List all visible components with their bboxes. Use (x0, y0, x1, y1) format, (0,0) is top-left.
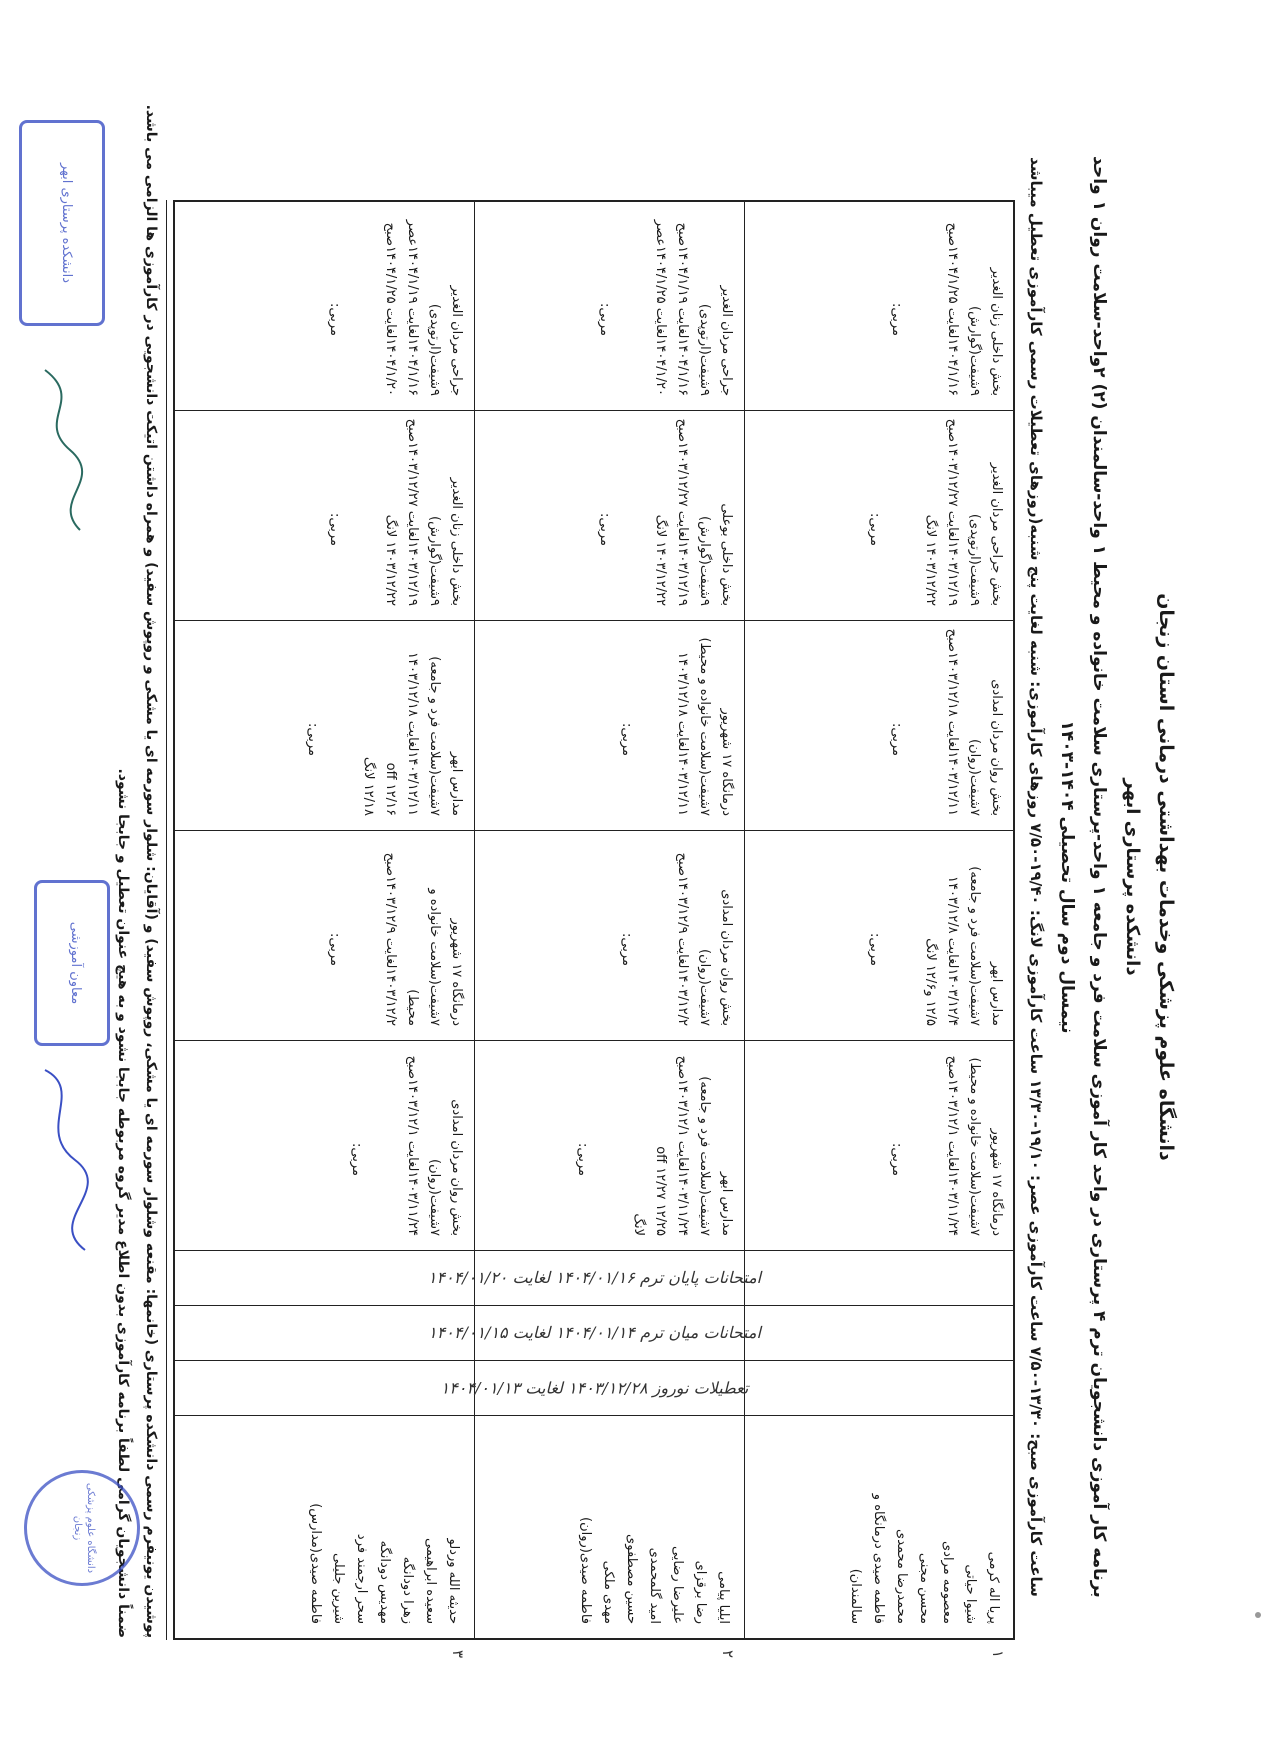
signature-left (25, 360, 95, 540)
student-name: مهدیس دودانگه (377, 1540, 392, 1624)
coach-label: مربی: (889, 1143, 904, 1176)
student-name: ایلیا پیامی (716, 1571, 731, 1624)
coach-label: مربی: (305, 723, 320, 756)
band-midterm-exams-text: امتحانات میان ترم ۱۴۰۴/۰۱/۱۴ لغایت ۱۴۰۴/۰۱/۱۵ (428, 1323, 762, 1342)
student-name: فاطمه صیدی(روان) (578, 1517, 593, 1624)
cell-dates: ۱۴۰۳/۱۲/۲لغایت ۱۴۰۳/۱۲/۹صبح (675, 852, 690, 1026)
schedule-cell (175, 620, 475, 830)
cell-ward: بخش روان مردان امدادی (449, 1099, 464, 1236)
cell-dates: ۱۴۰۳/۱۲/۲لغایت ۱۴۰۳/۱۲/۹صبح (383, 852, 398, 1026)
university-seal-text: دانشگاه علوم پزشکی زنجان (72, 1482, 96, 1574)
schedule-cell (475, 830, 745, 1040)
cell-extra: ۱۴۰۴/۱/۲۰لغایت ۱۴۰۴/۱/۲۵عصر (653, 219, 668, 396)
cell-shifts: ۷شیفت(سلامت خانواده و محیط) (967, 1057, 982, 1236)
student-name: سعیده ابراهیمی (423, 1538, 438, 1624)
cell-extra: ۱۴۰۳/۱۲/۲۲ لانگ (383, 514, 398, 606)
cell-ward: بخش داخلی زنان الغدیر (449, 477, 464, 606)
cell-extra: ۱۲/۱۸ لانگ (361, 756, 376, 816)
band-final-exams-text: امتحانات پایان ترم ۱۴۰۴/۰۱/۱۶ لغایت ۱۴۰۴/۰۱/۲۰ (428, 1267, 762, 1287)
band-nowruz-holiday-text: تعطیلات نوروز ۱۴۰۳/۱۲/۲۸ لغایت ۱۴۰۴/۰۱/۱۳ (441, 1378, 749, 1397)
cell-dates: ۱۴۰۴/۱/۱۶لغایت ۱۴۰۴/۱/۲۵صبح (945, 222, 960, 396)
group-number: ۱ (989, 1650, 1007, 1659)
student-name: مهدی ملکی (601, 1560, 616, 1624)
band-final-exams (175, 1250, 1015, 1305)
cell-extra: لانگ (631, 1213, 646, 1236)
cell-dates: ۱۴۰۳/۱۲/۴لغایت ۱۴۰۳/۱۲/۸ (945, 876, 960, 1026)
coach-label: مربی: (575, 1143, 590, 1176)
cell-shifts: ۷شیفت(سلامت خانواده و (427, 888, 442, 1026)
student-name: علیرضا رضایی (670, 1545, 685, 1624)
coach-label: مربی: (327, 933, 342, 966)
cell-ward: بخش جراحی مردان الغدیر (989, 462, 1004, 606)
coach-label: مربی: (619, 933, 634, 966)
cell-dates: ۱۴۰۳/۱۲/۱۱لغایت ۱۴۰۳/۱۲/۱۸ (405, 652, 420, 816)
cell-ward: مدارس ابهر (449, 751, 464, 816)
cell-dates: ۱۴۰۳/۱۱/۲۴لغایت ۱۴۰۳/۱۲/۱صبح (945, 1055, 960, 1236)
faculty-title: دانشکده پرستاری ابهر (1122, 778, 1143, 976)
student-name: حسین مصطفوی (624, 1534, 639, 1624)
schedule-cell (745, 620, 1015, 830)
cell-shifts: ۹شیفت(ارتوپدی) (967, 513, 982, 606)
coach-label: مربی: (349, 1143, 364, 1176)
cell-ward: بخش روان مردان امدادی (989, 679, 1004, 816)
schedule-cell (475, 620, 745, 830)
schedule-cell (175, 1040, 475, 1250)
cell-extra: ۱۲/۵ و۱۲/۶ لانگ (923, 938, 938, 1026)
schedule-note: ضمناً دانشجویان گرامی لطفاً برنامه کارآموزی بدون اطلاع مدیر گروه مربوطه جابجا نشود و به هیچ عنوان تعطیل و جابجا نشود. (115, 768, 131, 1638)
student-name: محسن مجنی (917, 1552, 932, 1624)
student-name: سالمندان) (848, 1568, 863, 1624)
program-title: برنامه کار آموزی دانشجویان ترم ۴ پرستاری در واحد کار آموزی سلامت فرد و جامعه ۱ واحد-پرستاری سلامت خانواده و محیط ۱ واحد-سالمندان (۲) ۲واحد-سلامت روان ۱ واحد (1089, 156, 1109, 1598)
coach-label: مربی: (889, 723, 904, 756)
group-number: ۳ (449, 1650, 467, 1659)
faculty-stamp (19, 120, 105, 326)
cell-ward: بخش روان مردان امدادی (719, 889, 734, 1026)
semester-title: نیمسال دوم سال تحصیلی ۱۴۰۴-۱۴۰۳ (1057, 720, 1077, 1034)
hours-line: ساعت کارآموزی صبح: ۱۳/۳۰-۷/۵۰ ساعت کارآموزی عصر: ۱۹/۱۰-۱۳/۳۰ ساعت کارآموزی لانگ: ۱۹/۴۰-۷/۵۰ روزهای کارآموزی: شنبه لغایت پنج شنبه(روزهای تعطیلات رسمی کارآموزی تعطیل میباشد (1027, 157, 1045, 1597)
cell-dates: ۱۴۰۳/۱۲/۱۱لغایت ۱۴۰۳/۱۲/۱۸ (675, 652, 690, 816)
schedule-cell (745, 1040, 1015, 1250)
band-midterm-exams (175, 1305, 1015, 1360)
schedule-cell (175, 200, 475, 410)
cell-dates: ۱۴۰۳/۱۱/۲۴لغایت ۱۴۰۳/۱۲/۱صبح (675, 1055, 690, 1236)
schedule-cell (475, 410, 745, 620)
cell-dates: ۱۴۰۳/۱۲/۱۱لغایت ۱۴۰۳/۱۲/۱۸صبح (945, 628, 960, 816)
dean-stamp (34, 880, 110, 1046)
student-name: فاطمه صیدی درمانگاه و (871, 1493, 886, 1624)
group-students (475, 1415, 745, 1638)
cell-ward: جراحی مردان الغدیر (719, 285, 734, 396)
cell-shifts: ۹شیفت(گوارش) (967, 306, 982, 396)
coach-label: مربی: (597, 303, 612, 336)
cell-shifts: ۷شیفت(سلامت خانواده و محیط) (697, 637, 712, 816)
coach-label: مربی: (327, 513, 342, 546)
cell-dates: ۱۴۰۳/۱۲/۱۹لغایت ۱۴۰۳/۱۲/۲۷صبح (405, 418, 420, 606)
student-name: رضا برقزای (693, 1560, 708, 1624)
cell-extra: ۱۲/۲۵ off ۱۲/۲۷ (653, 1146, 668, 1236)
schedule-cell (745, 200, 1015, 410)
cell-extra: ۱۴۰۴/۱/۲۰لغایت ۱۴۰۴/۱/۲۵صبح (383, 222, 398, 396)
cell-ward: درمانگاه ۱۷ شهریور (719, 708, 734, 816)
student-name: سحر ارجمند فرد (354, 1533, 369, 1624)
cell-shifts: ۷شیفت(روان) (967, 739, 982, 816)
cell-shifts: ۹شیفت(ارتوپدی) (427, 303, 442, 396)
student-name: حدیثه الله وردلو (446, 1538, 461, 1624)
table-border-right (175, 1638, 1015, 1640)
schedule-cell (745, 410, 1015, 620)
cell-shifts: ۷شیفت(روان) (697, 949, 712, 1026)
coach-label: مربی: (867, 933, 882, 966)
cell-dates: ۱۴۰۴/۱/۱۶لغایت ۱۴۰۴/۱/۱۹صبح (675, 222, 690, 396)
schedule-cell (475, 200, 745, 410)
coach-label: مربی: (619, 723, 634, 756)
cell-dates: ۱۴۰۳/۱۲/۱۹لغایت ۱۴۰۳/۱۲/۲۷صبح (945, 418, 960, 606)
student-name: شیوا حیاتی (963, 1564, 978, 1624)
signature-middle (25, 1060, 105, 1260)
student-name: زهرا دودانگه (400, 1556, 415, 1624)
student-name: فاطمه صیدی(مدارس) (308, 1503, 323, 1624)
cell-shifts: ۷شیفت(سلامت فرد و جامعه) (427, 656, 442, 816)
student-name: پریا اله کرمی (986, 1551, 1001, 1624)
cell-dates: ۱۴۰۴/۱/۱۶لغایت ۱۴۰۴/۱/۱۹عصر (405, 219, 420, 396)
band-nowruz-holiday (175, 1360, 1015, 1415)
cell-extra: ۱۴۰۳/۱۲/۲۲ لانگ (923, 514, 938, 606)
cell-shifts: ۹شیفت(ارتوپدی) (697, 303, 712, 396)
cell-ward: جراحی مردان الغدیر (449, 285, 464, 396)
cell-ward: درمانگاه ۱۷ شهریور (449, 918, 464, 1026)
cell-extra: ۱۴۰۳/۱۲/۲۲ لانگ (653, 514, 668, 606)
group-number: ۲ (719, 1650, 737, 1659)
faculty-stamp-text: دانشکده پرستاری ابهر (59, 162, 74, 284)
cell-ward: مدارس ابهر (989, 961, 1004, 1026)
cell-ward: بخش داخلی زنان الغدیر (989, 267, 1004, 396)
cell-ward: بخش داخلی بوعلی (719, 503, 734, 606)
dean-stamp-text: معاون آموزشی (68, 921, 83, 1005)
cell-shifts-cont: محیط) (405, 989, 420, 1026)
cell-extra: off ۱۲/۱۶ (383, 762, 398, 816)
schedule-table (175, 200, 1015, 1659)
cell-ward: درمانگاه ۱۷ شهریور (989, 1128, 1004, 1236)
group-students (745, 1415, 1015, 1638)
coach-label: مربی: (867, 513, 882, 546)
student-name: معصومه مرادی (940, 1540, 955, 1624)
schedule-cell (175, 410, 475, 620)
cell-dates: ۱۴۰۳/۱۱/۲۴لغایت ۱۴۰۳/۱۲/۱صبح (405, 1055, 420, 1236)
cell-shifts: ۹شیفت(گوارش) (697, 516, 712, 606)
student-name: امید گلمحمدی (647, 1547, 662, 1624)
uniform-note: پوشیدن یونیفرم رسمی دانشکده پرستاری (خانمها: مقنعه وشلوار سورمه ای یا مشکی، روپوش سفید) و (آقایان: شلوار سورمه ای یا مشکی و روپوش سفید) و همراه داشتن اتیکت دانشجویی در کارآموزی ها الزامی می باشد. (143, 104, 159, 1638)
schedule-cell (745, 830, 1015, 1040)
cell-shifts: ۷شیفت(سلامت فرد و جامعه) (967, 866, 982, 1026)
university-title: دانشگاه علوم پزشکی وخدمات بهداشتی درمانی استان زنجان (1155, 593, 1177, 1161)
cell-shifts: ۷شیفت(سلامت فرد و جامعه) (697, 1076, 712, 1236)
footer-rule (166, 200, 167, 1640)
schedule-cell (475, 1040, 745, 1250)
coach-label: مربی: (889, 303, 904, 336)
cell-ward: مدارس ابهر (719, 1171, 734, 1236)
scan-speck (1255, 1612, 1261, 1618)
university-seal (24, 1470, 140, 1586)
schedule-cell (175, 830, 475, 1040)
coach-label: مربی: (597, 513, 612, 546)
group-students (175, 1415, 475, 1638)
student-name: شیرین جلیلی (331, 1552, 346, 1624)
cell-shifts: ۹شیفت(گوارش) (427, 516, 442, 606)
coach-label: مربی: (327, 303, 342, 336)
cell-dates: ۱۴۰۳/۱۲/۱۹لغایت ۱۴۰۳/۱۲/۲۷صبح (675, 418, 690, 606)
student-name: محمدرضا محمدی (894, 1529, 909, 1624)
cell-shifts: ۷شیفت(روان) (427, 1159, 442, 1236)
